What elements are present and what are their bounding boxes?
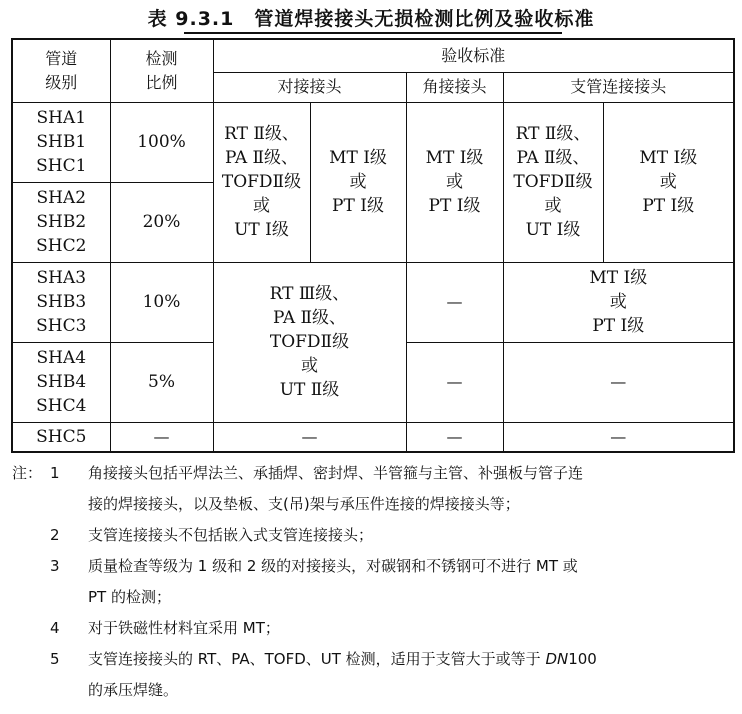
ratio-cell-1: 100% — [110, 102, 213, 182]
branch-dash-5: — — [503, 422, 734, 452]
header-branch-joint: 支管连接接头 — [503, 72, 734, 102]
branch-mt-cell-3: MT Ⅰ级 或 PT Ⅰ级 — [503, 262, 734, 342]
butt-mt-cell: MT Ⅰ级 或 PT Ⅰ级 — [310, 102, 406, 262]
fillet-dash-4: — — [406, 342, 503, 422]
fillet-mt-cell: MT Ⅰ级 或 PT Ⅰ级 — [406, 102, 503, 262]
note-number: 5 — [50, 650, 60, 668]
grade-cell-3: SHA3 SHB3 SHC3 — [12, 262, 110, 342]
note-number: 4 — [50, 619, 60, 637]
note-number: 2 — [50, 526, 60, 544]
fillet-dash-3: — — [406, 262, 503, 342]
header-acceptance: 验收标准 — [213, 39, 734, 72]
ratio-cell-4: 5% — [110, 342, 213, 422]
note-number: 1 — [50, 464, 60, 482]
note-1: 注： 1 角接接头包括平焊法兰、承插焊、密封焊、半管箍与主管、补强板与管子连 接的焊接接头，以及垫板、支(吊)架与承压件连接的焊接接头等； — [12, 458, 736, 520]
header-fillet-joint: 角接接头 — [406, 72, 503, 102]
note-4: 4 对于铁磁性材料宜采用 MT； — [12, 613, 736, 644]
fillet-dash-5: — — [406, 422, 503, 452]
butt-dash-5: — — [213, 422, 406, 452]
note-3: 3 质量检查等级为 1 级和 2 级的对接接头，对碳钢和不锈钢可不进行 MT 或 PT 的检测； — [12, 551, 736, 613]
butt-rt3-cell: RT Ⅲ级、 PA Ⅱ级、 TOFDⅡ级 或 UT Ⅱ级 — [213, 262, 406, 422]
branch-mt-cell: MT Ⅰ级 或 PT Ⅰ级 — [603, 102, 734, 262]
header-pipe-grade: 管道 级别 — [12, 39, 110, 102]
grade-cell-2: SHA2 SHB2 SHC2 — [12, 182, 110, 262]
grade-cell-1: SHA1 SHB1 SHC1 — [12, 102, 110, 182]
title-underline — [184, 32, 562, 34]
grade-cell-4: SHA4 SHB4 SHC4 — [12, 342, 110, 422]
note-5: 5 支管连接接头的 RT、PA、TOFD、UT 检测，适用于支管大于或等于 DN100 的承压焊缝。 — [12, 644, 736, 706]
notes-label: 注： — [12, 464, 43, 482]
ratio-dash-5: — — [110, 422, 213, 452]
branch-dash-4: — — [503, 342, 734, 422]
butt-rt-cell: RT Ⅱ级、 PA Ⅱ级、 TOFDⅡ级 或 UT Ⅰ级 — [213, 102, 310, 262]
header-ratio: 检测 比例 — [110, 39, 213, 102]
ratio-cell-3: 10% — [110, 262, 213, 342]
branch-rt-cell: RT Ⅱ级、 PA Ⅱ级、 TOFDⅡ级 或 UT Ⅰ级 — [503, 102, 603, 262]
notes — [12, 458, 736, 706]
note-number: 3 — [50, 557, 60, 575]
grade-cell-5: SHC5 — [12, 422, 110, 452]
note-2: 2 支管连接接头不包括嵌入式支管连接接头； — [12, 520, 736, 551]
ratio-cell-2: 20% — [110, 182, 213, 262]
inspection-table — [11, 38, 735, 453]
header-butt-joint: 对接接头 — [213, 72, 406, 102]
table-title: 表 9.3.1 管道焊接接头无损检测比例及验收标准 — [0, 4, 742, 31]
